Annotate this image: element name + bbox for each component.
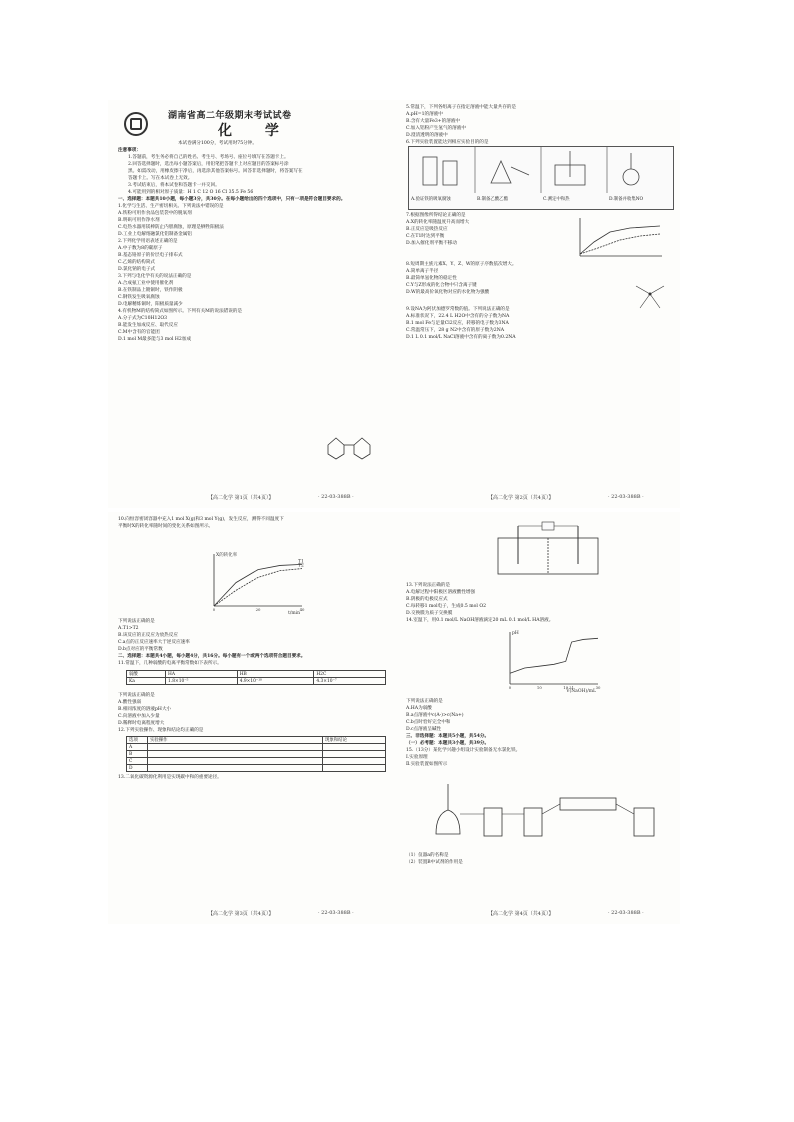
option-line: B.最简单氢化物的稳定性	[406, 276, 457, 281]
ka-table	[126, 670, 386, 685]
exam-title: 湖南省高二年级期末考试试卷	[168, 111, 292, 121]
option-line: D.交换膜为质子交换膜	[406, 611, 453, 616]
option-line: A.简单离子半径	[406, 269, 439, 274]
notice-line: 3.考试结束后，将本试卷和答题卡一并交回。	[128, 183, 220, 188]
graph-q7	[570, 214, 666, 262]
option-line: B.含有大量Fe3+的溶液中	[406, 119, 461, 124]
section-heading: 三、非选择题：本题共5小题，共54分。	[406, 734, 490, 739]
option-line: D.工业上电解熔融氯化铝制备金属铝	[118, 232, 192, 237]
structure-q8	[628, 278, 672, 314]
table-header-cell: 选项	[127, 737, 148, 744]
experiment-figure	[408, 146, 674, 210]
exp-label-a: A.验证铁的吸氧腐蚀	[411, 197, 451, 202]
option-line: D.电解精炼铜时，阳极质量减少	[118, 302, 183, 307]
question-line: 下列说法正确的是	[118, 693, 155, 698]
exam-sheet-2	[108, 512, 680, 924]
notice-heading: 注意事项：	[118, 148, 141, 153]
option-line: B.基态铬原子的价层电子排布式	[118, 253, 183, 258]
table-header-cell: HB	[237, 671, 314, 678]
table-header-cell: 实验操作	[148, 737, 323, 744]
option-line: C.加入铝粉产生氢气的溶液中	[406, 126, 466, 131]
question-line: Ⅱ.实验装置如图所示	[406, 762, 448, 767]
y-axis-label: X的转化率	[216, 553, 238, 558]
x-tick-label: 19	[563, 685, 569, 690]
option-line: A.合成氨工业中使用催化剂	[118, 281, 174, 286]
option-line: A.电解过程中阳极区溶液酸性增强	[406, 590, 476, 595]
conversion-chart	[198, 548, 308, 616]
series-label: T2	[298, 563, 304, 569]
option-line: B.在铁制品上镀铜时，铁作阴极	[118, 288, 183, 293]
option-line: C.Y与Z形成的化合物中只含离子键	[406, 283, 477, 288]
right-column-1	[406, 104, 674, 146]
option-line: A.铁粉可用作食品包装袋中的脱氧剂	[118, 211, 192, 216]
question-line: 7.根据图像所得结论正确的是	[406, 213, 466, 218]
left-column-1	[118, 140, 394, 343]
molecule-structure	[318, 430, 378, 460]
option-line: D.c点溶液呈碱性	[406, 727, 442, 732]
option-line: C.常温常压下，28 g N2中含有的原子数为2NA	[406, 328, 505, 333]
option-line: D.b点对应的平衡常数	[118, 647, 163, 652]
option-line: C.钢铁发生吸氧腐蚀	[118, 295, 160, 300]
right-column-2b	[406, 698, 674, 768]
section-heading: （一）必考题：本题共3小题，共39分。	[406, 741, 490, 746]
option-line: C.M中含有的官能团	[118, 330, 160, 335]
series-line	[510, 638, 598, 673]
option-line: B.明矾可用作净水剂	[118, 218, 160, 223]
question-line: （1）仪器a的名称是	[406, 853, 449, 858]
option-line: A.T1>T2	[118, 626, 139, 631]
question-line: 3.下列与电化学有关的说法正确的是	[118, 274, 192, 279]
question-line: 平衡时X的转化率随时间的变化关系如图所示。	[118, 524, 214, 529]
page-footer: 【高二化学 第3页（共4页）】	[208, 911, 274, 917]
question-line: 11.常温下，几种弱酸的电离平衡常数如下表所示。	[118, 661, 222, 666]
option-line: D.加入催化剂平衡不移动	[406, 241, 457, 246]
option-line: A.标准状况下，22.4 L H2O中含有的分子数为NA	[406, 314, 510, 319]
exam-logo-icon	[124, 112, 148, 136]
option-line: D.1 L 0.1 mol/L NaCl溶液中含有的离子数为0.2NA	[406, 335, 516, 340]
option-line: C.向溶液中加入少量	[118, 714, 160, 719]
notice-line: 4.可能用到的相对原子质量：H 1 C 12 O 16 Cl 35.5 Fe 56	[128, 190, 254, 195]
question-line: 下列说法正确的是	[118, 619, 155, 624]
question-line: 12.下列实验操作、现象和结论均正确的是	[118, 728, 204, 733]
option-line: C.b点时恰好完全中和	[406, 720, 451, 725]
exam-subject: 化 学	[218, 123, 293, 139]
table-header-cell: 弱酸	[127, 671, 166, 678]
option-line: D.W的最高价氧化物对应的水化物为强酸	[406, 290, 490, 295]
left-column-2c	[118, 692, 394, 734]
option-line: B.1 mol Fe与足量Cl2反应，转移的电子数为3NA	[406, 321, 509, 326]
exp-label-b: B.制备乙酸乙酯	[477, 197, 508, 202]
x-tick-label: 30	[595, 685, 601, 690]
x-tick-label: 21	[569, 685, 575, 690]
left-column-2d	[118, 774, 394, 781]
experiment-table	[126, 736, 386, 772]
table-cell: 1.8×10⁻⁵	[166, 678, 238, 685]
series-label: T1	[298, 559, 304, 565]
question-line: 下列说法正确的是	[406, 699, 443, 704]
question-line: 10.向恒容密闭容器中充入1 mol X(g)和3 mol Y(g)，发生反应，测得不同温度下	[118, 517, 284, 522]
option-line: A.酸性强弱	[118, 700, 142, 705]
notice-line: 答题卡上。写在本试卷上无效。	[128, 176, 193, 181]
table-cell: B	[127, 751, 148, 758]
question-line: 6.下列实验装置能达到相应实验目的的是	[406, 140, 489, 145]
exp-label-d: D.制备并收集NO	[609, 197, 644, 202]
option-line: B.正反应是吸热反应	[406, 227, 448, 232]
x-tick-label: 40	[299, 607, 305, 612]
question-line: 15.（13分）某化学兴趣小组设计实验制备无水氯化铁。	[406, 748, 521, 753]
option-line: B.相同浓度的溶液pH大小	[118, 707, 172, 712]
question-line: 2.下列化学用语表述正确的是	[118, 239, 178, 244]
page-code: · 22-03-388B ·	[318, 910, 354, 916]
table-cell: 4.9×10⁻¹⁰	[237, 678, 314, 685]
notice-line: 1.答题前，考生务必将自己的姓名、考生号、考场号、座位号填写在答题卡上。	[128, 155, 289, 160]
question-line: 13.下列说法正确的是	[406, 583, 451, 588]
table-header-cell: HA	[166, 671, 238, 678]
question-line: 4.有机物M的结构简式如图所示。下列有关M的说法错误的是	[118, 309, 243, 314]
page-footer: 【高二化学 第1页（共4页）】	[208, 495, 274, 501]
section-heading: 一、选择题：本题共10小题，每小题3分，共30分。在每小题给出的四个选项中，只有一项是符合题目要求的。	[118, 197, 346, 202]
table-header-cell: 现象和结论	[323, 737, 386, 744]
page-footer: 【高二化学 第4页（共4页）】	[488, 911, 554, 917]
option-line: C.乙烯的结构简式	[118, 260, 155, 265]
question-line: 13.二氧化碳资源化利用是实现碳中和的重要途径。	[118, 775, 222, 780]
page-code: · 22-03-388B ·	[608, 910, 644, 916]
option-line: A.pH=1的溶液中	[406, 112, 443, 117]
question-line: Ⅰ.实验原理	[406, 755, 428, 760]
electrolysis-figure	[488, 518, 608, 578]
intro-text: 本试卷满分100分，考试用时75分钟。	[178, 141, 257, 146]
question-line: （2）装置B中试剂的作用是	[406, 860, 463, 865]
option-line: D.稀释时电离程度增大	[118, 721, 165, 726]
left-column-2b	[118, 618, 394, 667]
table-cell: C	[127, 758, 148, 765]
exam-sheet-1	[108, 100, 680, 508]
table-cell: A	[127, 744, 148, 751]
right-column-2c	[406, 852, 674, 866]
option-line: B.a点溶液中c(A-)>c(Na+)	[406, 713, 464, 718]
exp-label-c: C.测定中和热	[543, 197, 570, 202]
option-line: C.每转移1 mol电子，生成0.5 mol O2	[406, 604, 487, 609]
notice-line: 黑。如需改动，用橡皮擦干净后，再选涂其他答案标号。回答非选择题时，将答案写在	[128, 169, 303, 174]
question-line: 5.常温下，下列各组离子在指定溶液中能大量共存的是	[406, 105, 517, 110]
x-tick-label: 0	[508, 685, 512, 690]
option-line: C.电热水器用镁棒防止内胆腐蚀，原理是牺牲阳极法	[118, 225, 224, 230]
x-axis-label: t/min	[288, 611, 300, 616]
x-tick-label: 10	[536, 685, 542, 690]
question-line: 1.化学与生活、生产密切相关。下列说法中错误的是	[118, 204, 224, 209]
section-heading: 二、选择题：本题共4小题，每小题4分，共16分。每小题有一个或两个选项符合题目要求。	[118, 654, 306, 659]
option-line: A.分子式为C10H12O3	[118, 316, 168, 321]
option-line: B.该反应的正反应为放热反应	[118, 633, 178, 638]
x-tick-label: 0	[212, 607, 216, 612]
option-line: C.a点的正反应速率大于逆反应速率	[118, 640, 190, 645]
x-axis-label: V(NaOH)/mL	[566, 689, 596, 694]
page-code: · 22-03-388B ·	[608, 494, 644, 500]
series-line	[214, 569, 302, 606]
notice-line: 2.回答选择题时，选出每小题答案后，用铅笔把答题卡上对应题目的答案标号涂	[128, 162, 289, 167]
option-line: D.1 mol M最多能与3 mol H2加成	[118, 337, 192, 342]
page-footer: 【高二化学 第2页（共4页）】	[488, 495, 554, 501]
question-line: 9.设NA为阿伏加德罗常数的值。下列说法正确的是	[406, 307, 510, 312]
x-tick-label: 20	[255, 607, 261, 612]
page-code: · 22-03-388B ·	[318, 494, 354, 500]
series-line	[214, 564, 302, 606]
table-cell: Ka	[127, 678, 166, 685]
option-line: C.在T1时达到平衡	[406, 234, 445, 239]
option-line: B.阴极的电极反应式	[406, 597, 448, 602]
apparatus-figure	[424, 774, 674, 844]
right-column-2	[406, 582, 674, 624]
option-line: D.氯化钠的电子式	[118, 267, 156, 272]
option-line: B.能发生加成反应、取代反应	[118, 323, 178, 328]
left-column-2	[118, 516, 394, 530]
apparatus-sketch	[409, 147, 673, 193]
option-line: D.澄清透明的溶液中	[406, 133, 448, 138]
y-axis-label: pH	[512, 631, 519, 636]
question-line: 8.短周期主族元素X、Y、Z、W的原子序数依次增大。	[406, 262, 517, 267]
option-line: A.HA为弱酸	[406, 706, 432, 711]
question-line: 14.室温下，用0.1 mol/L NaOH溶液滴定20 mL 0.1 mol/L HA溶液。	[406, 618, 554, 623]
option-line: A.中子数为8的碳原子	[118, 246, 163, 251]
option-line: A.X的转化率随温度升高而增大	[406, 220, 470, 225]
table-header-cell: H2C	[314, 671, 386, 678]
table-cell: D	[127, 765, 148, 772]
table-cell: 4.3×10⁻⁷	[314, 678, 386, 685]
titration-chart	[494, 626, 604, 694]
